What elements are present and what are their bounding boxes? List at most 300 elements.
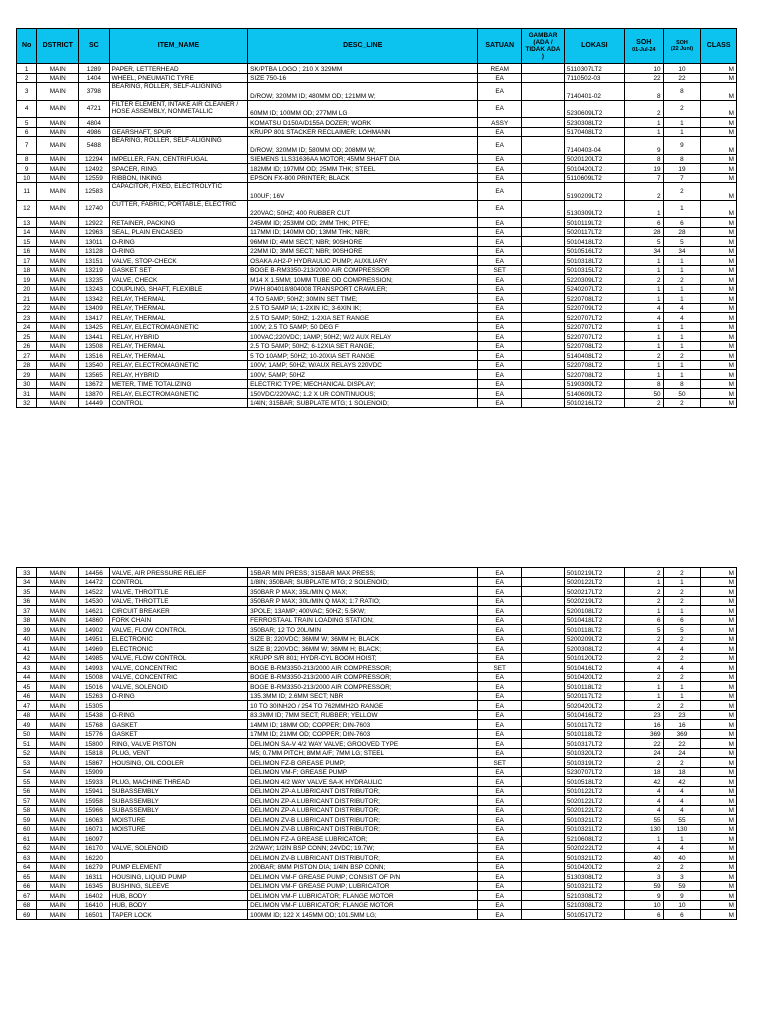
cell-item-name: VALVE, THROTTLE xyxy=(109,596,248,606)
cell-district: MAIN xyxy=(37,246,79,256)
cell-no: 26 xyxy=(17,341,37,351)
table-row xyxy=(17,64,737,74)
cell-satuan: EA xyxy=(478,351,522,361)
cell-satuan: EA xyxy=(478,720,522,730)
cell-soh-jun: 8 xyxy=(663,83,701,101)
cell-sc: 16311 xyxy=(79,872,110,882)
cell-district: MAIN xyxy=(37,891,79,901)
cell-no: 15 xyxy=(17,237,37,247)
cell-gambar xyxy=(522,843,565,853)
cell-lokasi: 5010319LT2 xyxy=(564,758,624,768)
cell-district: MAIN xyxy=(37,634,79,644)
cell-item-name: CONTROL xyxy=(109,398,248,408)
cell-no: 1 xyxy=(17,64,37,74)
cell-satuan: EA xyxy=(478,653,522,663)
cell-gambar xyxy=(522,313,565,323)
cell-sc: 1404 xyxy=(79,73,110,83)
cell-soh-jul: 1 xyxy=(624,332,663,342)
table-row xyxy=(17,615,737,625)
cell-class: M xyxy=(701,137,737,155)
cell-class: M xyxy=(701,351,737,361)
cell-desc-line: 200BAR; 8MM PISTON DIA; 1/4IN BSP CONN; xyxy=(248,862,478,872)
cell-satuan: EA xyxy=(478,360,522,370)
cell-no: 17 xyxy=(17,256,37,266)
cell-item-name: PUMP ELEMENT xyxy=(109,862,248,872)
cell-desc-line: 17MM ID; 21MM OD; COPPER; DIN-7603 xyxy=(248,729,478,739)
cell-soh-jul: 2 xyxy=(624,183,663,201)
cell-satuan: EA xyxy=(478,748,522,758)
cell-sc: 16410 xyxy=(79,900,110,910)
cell-district: MAIN xyxy=(37,824,79,834)
cell-gambar xyxy=(522,910,565,920)
cell-soh-jun: 2 xyxy=(663,653,701,663)
header-soh-jul xyxy=(624,29,663,64)
cell-item-name: CIRCUIT BREAKER xyxy=(109,606,248,616)
cell-district: MAIN xyxy=(37,398,79,408)
cell-satuan: EA xyxy=(478,398,522,408)
cell-gambar xyxy=(522,398,565,408)
cell-district: MAIN xyxy=(37,834,79,844)
cell-item-name: VALVE, FLOW CONTROL xyxy=(109,625,248,635)
cell-lokasi: 5140408LT2 xyxy=(564,351,624,361)
cell-no: 20 xyxy=(17,284,37,294)
cell-item-name: GEARSHAFT, SPUR xyxy=(109,127,248,137)
cell-soh-jun: 22 xyxy=(663,73,701,83)
cell-class: M xyxy=(701,615,737,625)
cell-class: M xyxy=(701,64,737,74)
cell-lokasi: 5010420LT2 xyxy=(564,164,624,174)
cell-no: 36 xyxy=(17,596,37,606)
cell-desc-line: 1/8IN; 350BAR; SUBPLATE MTG; 2 SOLENOID; xyxy=(248,577,478,587)
cell-gambar xyxy=(522,701,565,711)
cell-no: 14 xyxy=(17,227,37,237)
cell-district: MAIN xyxy=(37,183,79,201)
cell-satuan: EA xyxy=(478,834,522,844)
cell-sc: 13417 xyxy=(79,313,110,323)
cell-sc: 1289 xyxy=(79,64,110,74)
cell-gambar xyxy=(522,183,565,201)
cell-class: M xyxy=(701,824,737,834)
cell-desc-line: KRUPP 801 STACKER RECLAIMER; LOHMANN xyxy=(248,127,478,137)
cell-district: MAIN xyxy=(37,644,79,654)
cell-lokasi: 5020120LT2 xyxy=(564,154,624,164)
cell-soh-jun: 1 xyxy=(663,691,701,701)
cell-desc-line: 2.5 TO 5AMP IA; 1-2XIN IC; 3-6XIN IK; xyxy=(248,303,478,313)
cell-soh-jul: 2 xyxy=(624,275,663,285)
cell-soh-jun: 6 xyxy=(663,910,701,920)
cell-sc: 13870 xyxy=(79,389,110,399)
cell-no: 24 xyxy=(17,322,37,332)
cell-class: M xyxy=(701,218,737,228)
cell-soh-jul: 1 xyxy=(624,834,663,844)
cell-satuan: EA xyxy=(478,154,522,164)
cell-item-name: HUB, BODY xyxy=(109,900,248,910)
cell-lokasi: 5010122LT2 xyxy=(564,786,624,796)
cell-item-name: VALVE, AIR PRESSURE RELIEF xyxy=(109,568,248,578)
cell-gambar xyxy=(522,275,565,285)
cell-lokasi: 5220707LT2 xyxy=(564,313,624,323)
cell-no: 38 xyxy=(17,615,37,625)
cell-soh-jul: 2 xyxy=(624,100,663,118)
cell-class: M xyxy=(701,720,737,730)
cell-gambar xyxy=(522,653,565,663)
inventory-table-page-2 xyxy=(16,567,737,920)
header-soh-jul-date: 01-Jul-24 xyxy=(632,47,656,53)
cell-gambar xyxy=(522,805,565,815)
cell-soh-jul: 8 xyxy=(624,379,663,389)
cell-no: 66 xyxy=(17,881,37,891)
table-row xyxy=(17,265,737,275)
cell-desc-line: 5 TO 10AMP; 50HZ; 10-20XIA SET RANGE xyxy=(248,351,478,361)
table-row xyxy=(17,183,737,201)
cell-sc: 14993 xyxy=(79,663,110,673)
cell-no: 25 xyxy=(17,332,37,342)
table-row xyxy=(17,872,737,882)
cell-item-name: CONTROL xyxy=(109,577,248,587)
cell-sc: 4804 xyxy=(79,118,110,128)
cell-district: MAIN xyxy=(37,332,79,342)
cell-class: M xyxy=(701,100,737,118)
header-gambar: GAMBAR (ADA / TIDAK ADA ) xyxy=(522,29,565,64)
cell-soh-jul: 1 xyxy=(624,265,663,275)
cell-satuan: ASSY xyxy=(478,118,522,128)
cell-lokasi: 5240207LT2 xyxy=(564,284,624,294)
table-row xyxy=(17,237,737,247)
cell-district: MAIN xyxy=(37,360,79,370)
cell-district: MAIN xyxy=(37,73,79,83)
cell-lokasi: 5010216LT2 xyxy=(564,398,624,408)
cell-soh-jul: 1 xyxy=(624,606,663,616)
cell-desc-line: DELIMON VM-F GREASE PUMP; LUBRICATOR xyxy=(248,881,478,891)
table-row xyxy=(17,154,737,164)
header-sc: SC xyxy=(79,29,110,64)
cell-no: 28 xyxy=(17,360,37,370)
cell-gambar xyxy=(522,615,565,625)
cell-no: 56 xyxy=(17,786,37,796)
cell-no: 48 xyxy=(17,710,37,720)
cell-class: M xyxy=(701,606,737,616)
header-district: DSTRICT xyxy=(37,29,79,64)
cell-soh-jun: 3 xyxy=(663,872,701,882)
cell-desc-line: 15BAR MIN PRESS; 315BAR MAX PRESS; xyxy=(248,568,478,578)
cell-soh-jul: 2 xyxy=(624,568,663,578)
table-row xyxy=(17,748,737,758)
cell-class: M xyxy=(701,183,737,201)
cell-no: 3 xyxy=(17,83,37,101)
table-row xyxy=(17,900,737,910)
cell-district: MAIN xyxy=(37,900,79,910)
cell-soh-jun: 22 xyxy=(663,739,701,749)
cell-satuan: EA xyxy=(478,625,522,635)
cell-gambar xyxy=(522,872,565,882)
cell-soh-jun: 4 xyxy=(663,663,701,673)
cell-class: M xyxy=(701,815,737,825)
cell-no: 16 xyxy=(17,246,37,256)
cell-soh-jul: 8 xyxy=(624,154,663,164)
cell-gambar xyxy=(522,729,565,739)
cell-lokasi: 5200308LT2 xyxy=(564,644,624,654)
cell-gambar xyxy=(522,173,565,183)
cell-soh-jun: 34 xyxy=(663,246,701,256)
cell-satuan: EA xyxy=(478,682,522,692)
cell-district: MAIN xyxy=(37,682,79,692)
cell-soh-jun: 10 xyxy=(663,64,701,74)
cell-gambar xyxy=(522,379,565,389)
cell-lokasi: 5010321LT2 xyxy=(564,824,624,834)
cell-soh-jun: 55 xyxy=(663,815,701,825)
cell-desc-line: BOGE B-RM3350-213/2000 AIR COMPRESSOR xyxy=(248,265,478,275)
cell-district: MAIN xyxy=(37,691,79,701)
table-row xyxy=(17,606,737,616)
cell-soh-jun: 40 xyxy=(663,853,701,863)
cell-class: M xyxy=(701,786,737,796)
header-item-name: ITEM_NAME xyxy=(109,29,248,64)
cell-desc-line: DELIMON ZV-B LUBRICANT DISTRIBUTOR; xyxy=(248,815,478,825)
cell-no: 7 xyxy=(17,137,37,155)
cell-satuan: EA xyxy=(478,615,522,625)
cell-soh-jul: 6 xyxy=(624,910,663,920)
cell-no: 69 xyxy=(17,910,37,920)
cell-lokasi: 5010317LT2 xyxy=(564,739,624,749)
cell-soh-jul: 6 xyxy=(624,615,663,625)
cell-gambar xyxy=(522,137,565,155)
cell-soh-jul: 4 xyxy=(624,796,663,806)
cell-item-name: SUBASSEMBLY xyxy=(109,796,248,806)
table-row xyxy=(17,351,737,361)
cell-class: M xyxy=(701,739,737,749)
cell-district: MAIN xyxy=(37,568,79,578)
cell-class: M xyxy=(701,881,737,891)
cell-class: M xyxy=(701,748,737,758)
cell-soh-jul: 1 xyxy=(624,322,663,332)
cell-gambar xyxy=(522,710,565,720)
cell-sc: 12740 xyxy=(79,200,110,218)
cell-soh-jun: 1 xyxy=(663,332,701,342)
cell-gambar xyxy=(522,900,565,910)
cell-lokasi: 5020217LT2 xyxy=(564,587,624,597)
table-row xyxy=(17,398,737,408)
cell-desc-line: 1/4IN; 315BAR; SUBPLATE MTG; 1 SOLENOID; xyxy=(248,398,478,408)
cell-lokasi: 5010119LT2 xyxy=(564,218,624,228)
cell-lokasi: 5010120LT2 xyxy=(564,653,624,663)
cell-lokasi: 5210308LT2 xyxy=(564,891,624,901)
cell-satuan: EA xyxy=(478,332,522,342)
cell-lokasi: 5010518LT2 xyxy=(564,777,624,787)
cell-no: 37 xyxy=(17,606,37,616)
cell-lokasi: 5020222LT2 xyxy=(564,843,624,853)
cell-lokasi: 5010416LT2 xyxy=(564,663,624,673)
cell-sc: 13672 xyxy=(79,379,110,389)
cell-soh-jun: 5 xyxy=(663,625,701,635)
cell-desc-line: 83.3MM ID; 7MM SECT; RUBBER; YELLOW xyxy=(248,710,478,720)
cell-satuan: SET xyxy=(478,663,522,673)
cell-lokasi: 5010118LT2 xyxy=(564,625,624,635)
cell-lokasi: 5130309LT2 xyxy=(564,200,624,218)
cell-desc-line: DELIMON ZP-A LUBRICANT DISTRIBUTOR; xyxy=(248,796,478,806)
cell-gambar xyxy=(522,246,565,256)
cell-lokasi: 5010118LT2 xyxy=(564,682,624,692)
cell-soh-jun: 2 xyxy=(663,758,701,768)
cell-district: MAIN xyxy=(37,370,79,380)
cell-desc-line: DELIMON SA-V 4/2 WAY VALVE; GROOVED TYPE xyxy=(248,739,478,749)
cell-class: M xyxy=(701,164,737,174)
cell-sc: 14860 xyxy=(79,615,110,625)
cell-soh-jun: 2 xyxy=(663,398,701,408)
cell-lokasi: 5230707LT2 xyxy=(564,767,624,777)
cell-soh-jul: 42 xyxy=(624,777,663,787)
cell-soh-jun: 2 xyxy=(663,183,701,201)
cell-item-name: RELAY, THERMAL xyxy=(109,351,248,361)
cell-item-name: SPACER, RING xyxy=(109,164,248,174)
cell-satuan: EA xyxy=(478,815,522,825)
cell-class: M xyxy=(701,313,737,323)
cell-lokasi: 5010318LT2 xyxy=(564,256,624,266)
cell-soh-jul: 34 xyxy=(624,246,663,256)
cell-item-name: HUB, BODY xyxy=(109,891,248,901)
cell-lokasi: 5010418LT2 xyxy=(564,237,624,247)
cell-soh-jul: 369 xyxy=(624,729,663,739)
cell-desc-line: 100MM ID; 122 X 145MM OD; 101.5MM LG; xyxy=(248,910,478,920)
cell-satuan: EA xyxy=(478,389,522,399)
header-class: CLASS xyxy=(701,29,737,64)
cell-satuan: EA xyxy=(478,729,522,739)
cell-item-name: WHEEL, PNEUMATIC TYRE xyxy=(109,73,248,83)
table-row xyxy=(17,739,737,749)
cell-lokasi: 5010321LT2 xyxy=(564,853,624,863)
cell-gambar xyxy=(522,767,565,777)
cell-class: M xyxy=(701,389,737,399)
cell-gambar xyxy=(522,739,565,749)
cell-soh-jul: 2 xyxy=(624,862,663,872)
table-body-page-2 xyxy=(17,568,737,920)
cell-soh-jul: 130 xyxy=(624,824,663,834)
cell-satuan: EA xyxy=(478,284,522,294)
cell-desc-line: 350BAR P MAX; 30L/MIN Q MAX; 1:7 RATIO; xyxy=(248,596,478,606)
cell-soh-jun: 2 xyxy=(663,587,701,597)
cell-gambar xyxy=(522,748,565,758)
cell-sc: 13565 xyxy=(79,370,110,380)
cell-soh-jun: 1 xyxy=(663,265,701,275)
cell-district: MAIN xyxy=(37,577,79,587)
cell-no: 42 xyxy=(17,653,37,663)
cell-satuan: EA xyxy=(478,824,522,834)
cell-item-name: VALVE, CONCENTRIC xyxy=(109,672,248,682)
cell-district: MAIN xyxy=(37,100,79,118)
cell-soh-jul: 3 xyxy=(624,872,663,882)
cell-sc: 14522 xyxy=(79,587,110,597)
cell-satuan: EA xyxy=(478,568,522,578)
cell-gambar xyxy=(522,815,565,825)
cell-sc: 5488 xyxy=(79,137,110,155)
cell-item-name: SEAL, PLAIN ENCASED xyxy=(109,227,248,237)
cell-gambar xyxy=(522,777,565,787)
cell-satuan: EA xyxy=(478,910,522,920)
cell-desc-line: DELIMON VM-F; GREASE PUMP xyxy=(248,767,478,777)
cell-no: 4 xyxy=(17,100,37,118)
cell-sc: 15909 xyxy=(79,767,110,777)
cell-desc-line: DELIMON ZP-A LUBRICANT DISTRIBUTOR; xyxy=(248,786,478,796)
cell-class: M xyxy=(701,173,737,183)
cell-lokasi: 5170408LT2 xyxy=(564,127,624,137)
cell-lokasi: 5010320LT2 xyxy=(564,748,624,758)
cell-sc: 15941 xyxy=(79,786,110,796)
cell-soh-jun: 2 xyxy=(663,568,701,578)
cell-satuan: EA xyxy=(478,313,522,323)
cell-soh-jun: 6 xyxy=(663,615,701,625)
cell-district: MAIN xyxy=(37,701,79,711)
cell-item-name: RELAY, HYBRID xyxy=(109,332,248,342)
cell-sc: 13243 xyxy=(79,284,110,294)
cell-no: 58 xyxy=(17,805,37,815)
cell-satuan: EA xyxy=(478,237,522,247)
cell-sc: 15800 xyxy=(79,739,110,749)
cell-satuan: EA xyxy=(478,200,522,218)
cell-soh-jul: 7 xyxy=(624,173,663,183)
cell-desc-line: ELECTRIC TYPE; MECHANICAL DISPLAY; xyxy=(248,379,478,389)
cell-sc: 16170 xyxy=(79,843,110,853)
cell-desc-line: 4 TO 5AMP; 50HZ; 30MIN SET TIME; xyxy=(248,294,478,304)
cell-desc-line: 182MM ID; 197MM OD; 25MM THK; STEEL xyxy=(248,164,478,174)
cell-satuan: EA xyxy=(478,672,522,682)
cell-soh-jun: 8 xyxy=(663,379,701,389)
cell-sc: 16071 xyxy=(79,824,110,834)
cell-sc: 14969 xyxy=(79,644,110,654)
cell-district: MAIN xyxy=(37,587,79,597)
cell-item-name: RETAINER, PACKING xyxy=(109,218,248,228)
cell-satuan: EA xyxy=(478,606,522,616)
cell-gambar xyxy=(522,577,565,587)
cell-gambar xyxy=(522,389,565,399)
cell-gambar xyxy=(522,64,565,74)
cell-soh-jul: 1 xyxy=(624,118,663,128)
cell-item-name xyxy=(109,118,248,128)
cell-item-name: O-RING xyxy=(109,691,248,701)
cell-sc: 13409 xyxy=(79,303,110,313)
cell-sc: 13342 xyxy=(79,294,110,304)
cell-class: M xyxy=(701,596,737,606)
table-row xyxy=(17,596,737,606)
cell-district: MAIN xyxy=(37,200,79,218)
cell-satuan: EA xyxy=(478,881,522,891)
cell-sc: 14985 xyxy=(79,653,110,663)
cell-class: M xyxy=(701,73,737,83)
cell-soh-jun: 2 xyxy=(663,351,701,361)
cell-desc-line: DELIMON ZV-B LUBRICANT DISTRIBUTOR; xyxy=(248,824,478,834)
cell-soh-jun: 1 xyxy=(663,127,701,137)
cell-class: M xyxy=(701,634,737,644)
cell-district: MAIN xyxy=(37,606,79,616)
cell-district: MAIN xyxy=(37,303,79,313)
cell-district: MAIN xyxy=(37,265,79,275)
cell-item-name: BUSHING, SLEEVE xyxy=(109,881,248,891)
cell-desc-line: SIZE 750-16 xyxy=(248,73,478,83)
cell-satuan: REAM xyxy=(478,64,522,74)
cell-desc-line: 220VAC; 50HZ; 400 RUBBER CUT xyxy=(248,200,478,218)
cell-soh-jul: 1 xyxy=(624,577,663,587)
table-row xyxy=(17,691,737,701)
cell-lokasi: 5020219LT2 xyxy=(564,596,624,606)
cell-class: M xyxy=(701,265,737,275)
cell-class: M xyxy=(701,118,737,128)
cell-item-name: RING, VALVE PISTON xyxy=(109,739,248,749)
cell-lokasi: 5010516LT2 xyxy=(564,246,624,256)
cell-no: 44 xyxy=(17,672,37,682)
cell-class: M xyxy=(701,568,737,578)
cell-soh-jun: 1 xyxy=(663,370,701,380)
cell-item-name: METER, TIME TOTALIZING xyxy=(109,379,248,389)
cell-item-name: PLUG, VENT xyxy=(109,748,248,758)
cell-satuan: EA xyxy=(478,739,522,749)
